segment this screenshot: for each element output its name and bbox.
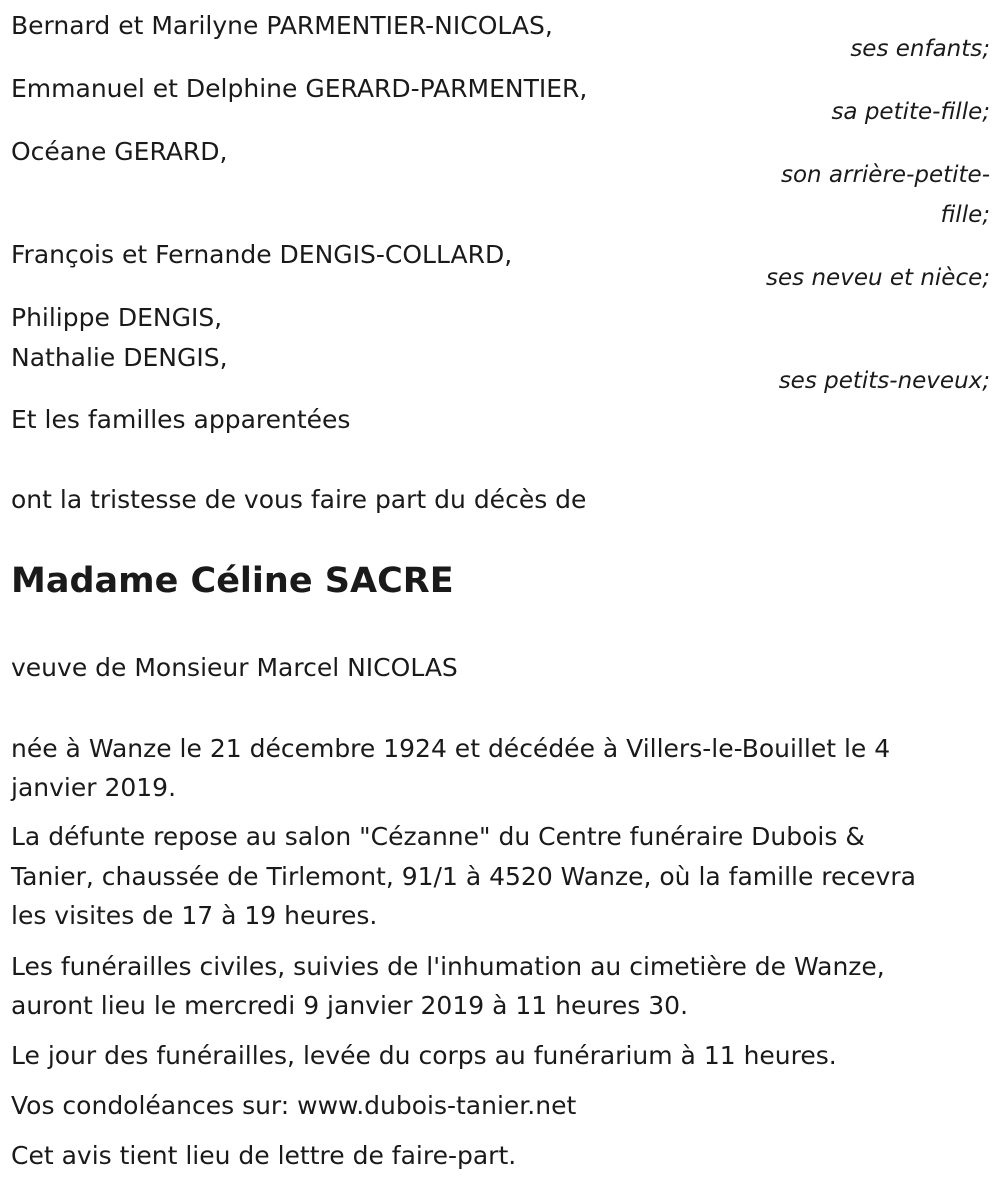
family-names-3: Océane GERARD,	[11, 137, 228, 166]
rest-line3: les visites de 17 à 19 heures.	[11, 901, 378, 930]
funeral-line1: Les funérailles civiles, suivies de l'inhumation au cimetière de Wanze,	[11, 952, 885, 981]
family-relation-3-line2: fille;	[940, 202, 990, 228]
rest-line1: La défunte repose au salon "Cézanne" du Centre funéraire Dubois &	[11, 822, 865, 851]
extended-family: Et les familles apparentées	[11, 405, 351, 434]
family-names-4: François et Fernande DENGIS-COLLARD,	[11, 240, 513, 269]
rest-line2: Tanier, chaussée de Tirlemont, 91/1 à 4520 Wanze, où la famille recevra	[11, 862, 916, 891]
deceased-name: Madame Céline SACRE	[11, 561, 454, 601]
family-names-5-line2: Nathalie DENGIS,	[11, 343, 228, 372]
notice: Cet avis tient lieu de lettre de faire-part.	[11, 1141, 517, 1170]
birth-death-line2: janvier 2019.	[11, 773, 177, 802]
family-names-5-line1: Philippe DENGIS,	[11, 303, 223, 332]
announcement: ont la tristesse de vous faire part du décès de	[11, 485, 587, 514]
departure: Le jour des funérailles, levée du corps au funérarium à 11 heures.	[11, 1041, 837, 1070]
family-relation-1: ses enfants;	[850, 36, 990, 62]
family-names-2: Emmanuel et Delphine GERARD-PARMENTIER,	[11, 74, 588, 103]
family-relation-4: ses neveu et nièce;	[766, 265, 990, 291]
widow-of: veuve de Monsieur Marcel NICOLAS	[11, 653, 458, 682]
family-relation-5: ses petits-neveux;	[778, 368, 990, 394]
condolences: Vos condoléances sur: www.dubois-tanier.net	[11, 1091, 577, 1120]
birth-death-line1: née à Wanze le 21 décembre 1924 et décédée à Villers-le-Bouillet le 4	[11, 734, 891, 763]
family-names-1: Bernard et Marilyne PARMENTIER-NICOLAS,	[11, 11, 553, 40]
family-relation-3-line1: son arrière-petite-	[780, 162, 990, 188]
funeral-line2: auront lieu le mercredi 9 janvier 2019 à 11 heures 30.	[11, 991, 689, 1020]
family-relation-2: sa petite-fille;	[831, 99, 990, 125]
